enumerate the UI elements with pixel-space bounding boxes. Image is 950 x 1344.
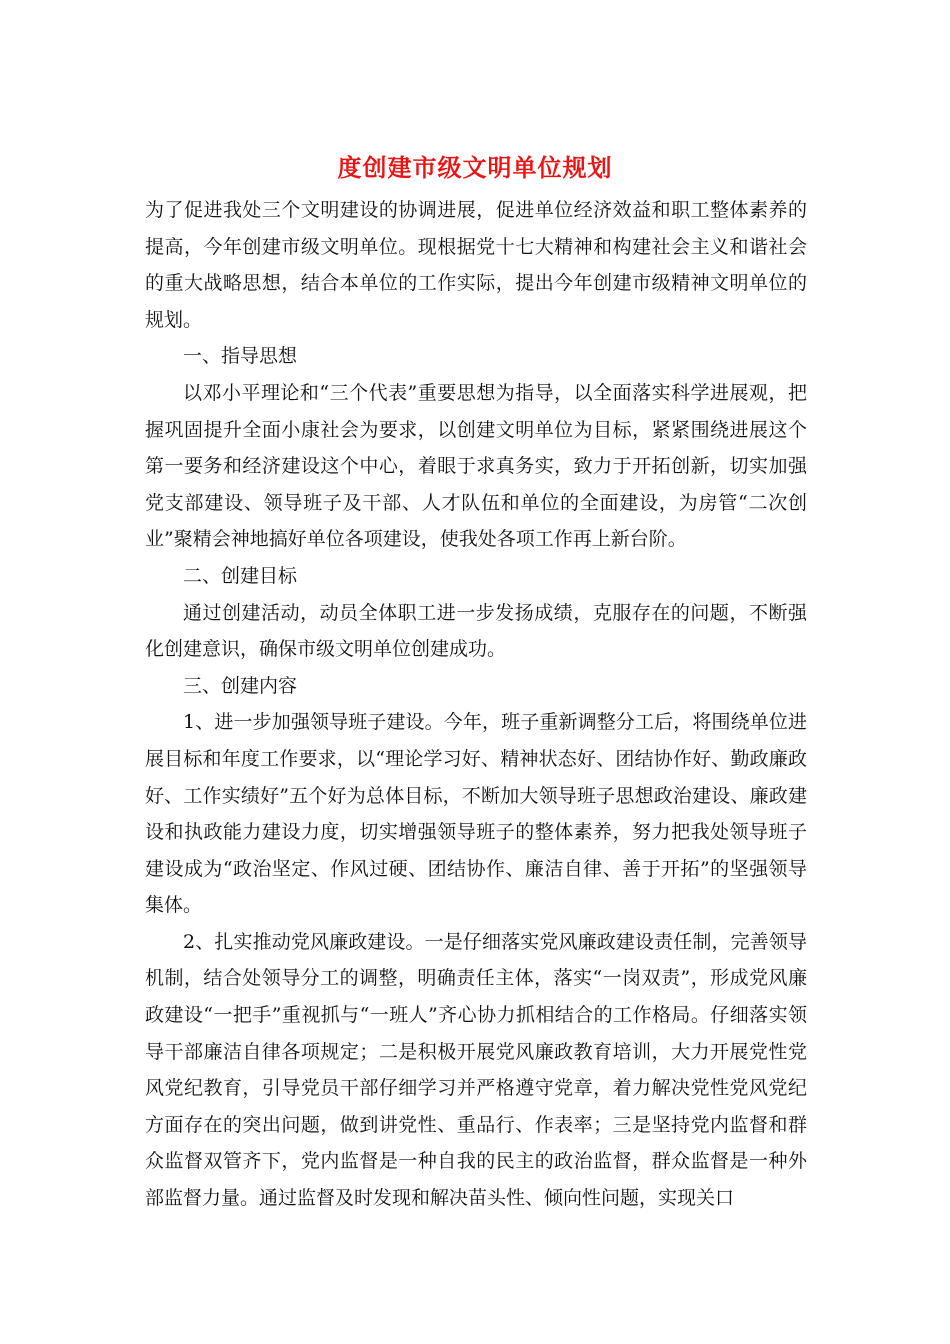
- paragraph-content-item-1: 1、进一步加强领导班子建设。今年，班子重新调整分工后，将围绕单位进展目标和年度工作要求，以“理论学习好、精神状态好、团结协作好、勤政廉政好、工作实绩好”五个好为总体目标，不断加大领导班子思想政治建设、廉政建设和执政能力建设力度，切实增强领导班子的整体素养，努力把我处领导班子建设成为“政治坚定、作风过硬、团结协作、廉洁自律、善于开拓”的坚强领导集体。: [145, 711, 807, 917]
- paragraph-content-item-2: 2、扎实推动党风廉政建设。一是仔细落实党风廉政建设责任制，完善领导机制，结合处领导分工的调整，明确责任主体，落实“一岗双责”，形成党风廉政建设“一把手”重视抓与“一班人”齐心协力抓相结合的工作格局。仔细落实领导干部廉洁自律各项规定；二是积极开展党风廉政教育培训，大力开展党性党风党纪教育，引导党员干部仔细学习并严格遵守党章，着力解决党性党风党纪方面存在的突出问题，做到讲党性、重品行、作表率；三是坚持党内监督和群众监督双管齐下，党内监督是一种自我的民主的政治监督，群众监督是一种外部监督力量。通过监督及时发现和解决苗头性、倾向性问题，实现关口: [145, 930, 807, 1210]
- paragraph-intro: 为了促进我处三个文明建设的协调进展，促进单位经济效益和职工整体素养的提高，今年创建市级文明单位。现根据党十七大精神和构建社会主义和谐社会的重大战略思想，结合本单位的工作实际，提出今年创建市级精神文明单位的规划。: [145, 199, 807, 331]
- section-heading-goal: 二、创建目标: [183, 564, 298, 587]
- paragraph-goal: 通过创建活动，动员全体职工进一步发扬成绩，克服存在的问题，不断强化创建意识，确保市级文明单位创建成功。: [145, 601, 807, 661]
- document-title: 度创建市级文明单位规划: [337, 153, 613, 182]
- section-heading-content: 三、创建内容: [183, 674, 298, 697]
- document-body: [145, 192, 807, 1217]
- paragraph-guiding-thought: 以邓小平理论和“三个代表”重要思想为指导，以全面落实科学进展观，把握巩固提升全面小康社会为要求，以创建文明单位为目标，紧紧围绕进展这个第一要务和经济建设这个中心，着眼于求真务实，致力于开拓创新，切实加强党支部建设、领导班子及干部、人才队伍和单位的全面建设，为房管“二次创业”聚精会神地搞好单位各项建设，使我处各项工作再上新台阶。: [145, 381, 807, 551]
- section-heading-guiding-thought: 一、指导思想: [183, 345, 298, 368]
